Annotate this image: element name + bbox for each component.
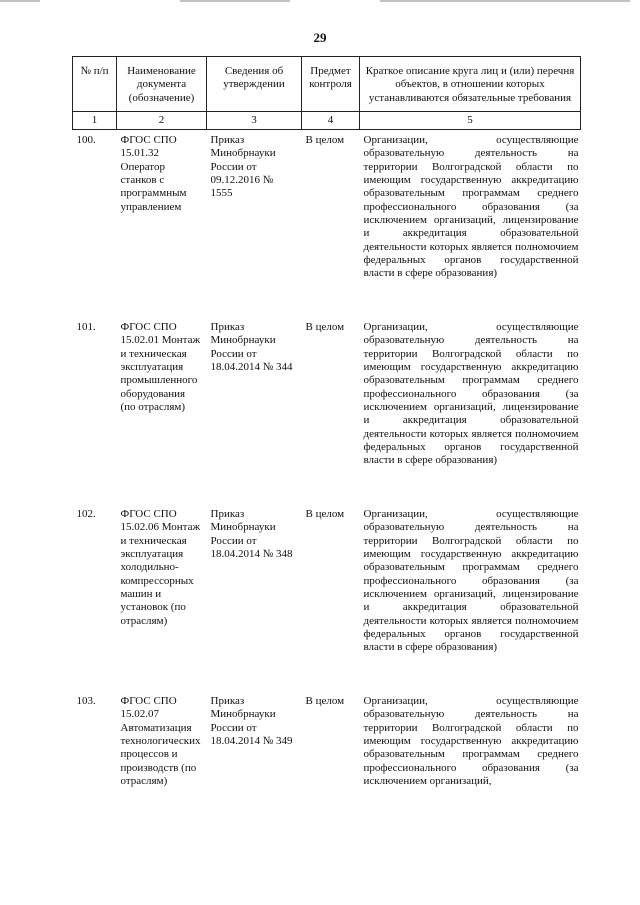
page-number: 29 bbox=[313, 30, 327, 45]
row-description: Организации, осуществляющие образовательную деятельность на территории Волгоградской области по имеющим государственную аккредитацию образовательным программам среднего профессионального образования (за исключением организаций, лицензирование и аккредитация образовательной деятельности которых является полномочием федеральных органов государственной власти в сфере образования) bbox=[363, 321, 579, 467]
table-row bbox=[73, 130, 581, 318]
row-subject: В целом bbox=[305, 321, 345, 334]
row-number: 103. bbox=[76, 695, 96, 708]
row-approval: Приказ Минобрнауки России от 18.04.2014 № 344 bbox=[210, 321, 293, 374]
row-description: Организации, осуществляющие образовательную деятельность на территории Волгоградской области по имеющим государственную аккредитацию образовательным программам среднего профессионального образования (за исключением организаций, лицензирование и аккредитация образовательной деятельности которых является полномочием федеральных органов государственной власти в сфере образования) bbox=[363, 134, 579, 280]
row-description: Организации, осуществляющие образовательную деятельность на территории Волгоградской области по имеющим государственную аккредитацию образовательным программам среднего профессионального образования (за исключением организаций, лицензирование и аккредитация образовательной деятельности которых является полномочием федеральных органов государственной власти в сфере образования) bbox=[363, 508, 579, 654]
row-number: 101. bbox=[76, 321, 96, 334]
row-document: ФГОС СПО 15.02.06 Монтаж и техническая эксплуатация холодильно-компрессорных машин и установок (по отраслям) bbox=[120, 508, 201, 627]
header-subject: Предмет контроля bbox=[302, 57, 360, 112]
row-number: 102. bbox=[76, 508, 96, 521]
table-row bbox=[73, 504, 581, 691]
column-number: 2 bbox=[117, 111, 207, 129]
column-number: 1 bbox=[73, 111, 117, 129]
table-row bbox=[73, 317, 581, 504]
row-subject: В целом bbox=[305, 695, 345, 708]
header-approval: Сведения об утверждении bbox=[207, 57, 302, 112]
scan-artifact-right bbox=[380, 0, 630, 2]
scan-artifact-center bbox=[180, 0, 290, 2]
column-number: 4 bbox=[302, 111, 360, 129]
scan-artifact-left bbox=[0, 0, 40, 2]
header-description: Краткое описание круга лиц и (или) перечня объектов, в отношении которых устанавливаются обязательные требования bbox=[360, 57, 581, 112]
row-approval: Приказ Минобрнауки России от 18.04.2014 № 348 bbox=[210, 508, 293, 561]
row-document: ФГОС СПО 15.01.32 Оператор станков с программным управлением bbox=[120, 134, 187, 213]
header-number: № п/п bbox=[73, 57, 117, 112]
requirements-table bbox=[72, 56, 581, 805]
column-number: 3 bbox=[207, 111, 302, 129]
row-document: ФГОС СПО 15.02.07 Автоматизация технологических процессов и производств (по отраслям) bbox=[120, 695, 201, 787]
row-document: ФГОС СПО 15.02.01 Монтаж и техническая эксплуатация промышленного оборудования (по отраслям) bbox=[120, 321, 201, 413]
row-approval: Приказ Минобрнауки России от 09.12.2016 № 1555 bbox=[210, 134, 276, 200]
column-number: 5 bbox=[360, 111, 581, 129]
row-subject: В целом bbox=[305, 508, 345, 521]
row-description: Организации, осуществляющие образовательную деятельность на территории Волгоградской области по имеющим государственную аккредитацию образовательным программам среднего профессионального образования (за исключением организаций, bbox=[363, 695, 579, 787]
row-approval: Приказ Минобрнауки России от 18.04.2014 № 349 bbox=[210, 695, 293, 748]
table-row bbox=[73, 691, 581, 805]
row-number: 100. bbox=[76, 134, 96, 147]
column-number-row bbox=[73, 111, 581, 129]
header-document: Наименование документа (обозначение) bbox=[117, 57, 207, 112]
row-subject: В целом bbox=[305, 134, 345, 147]
header-row bbox=[73, 57, 581, 112]
